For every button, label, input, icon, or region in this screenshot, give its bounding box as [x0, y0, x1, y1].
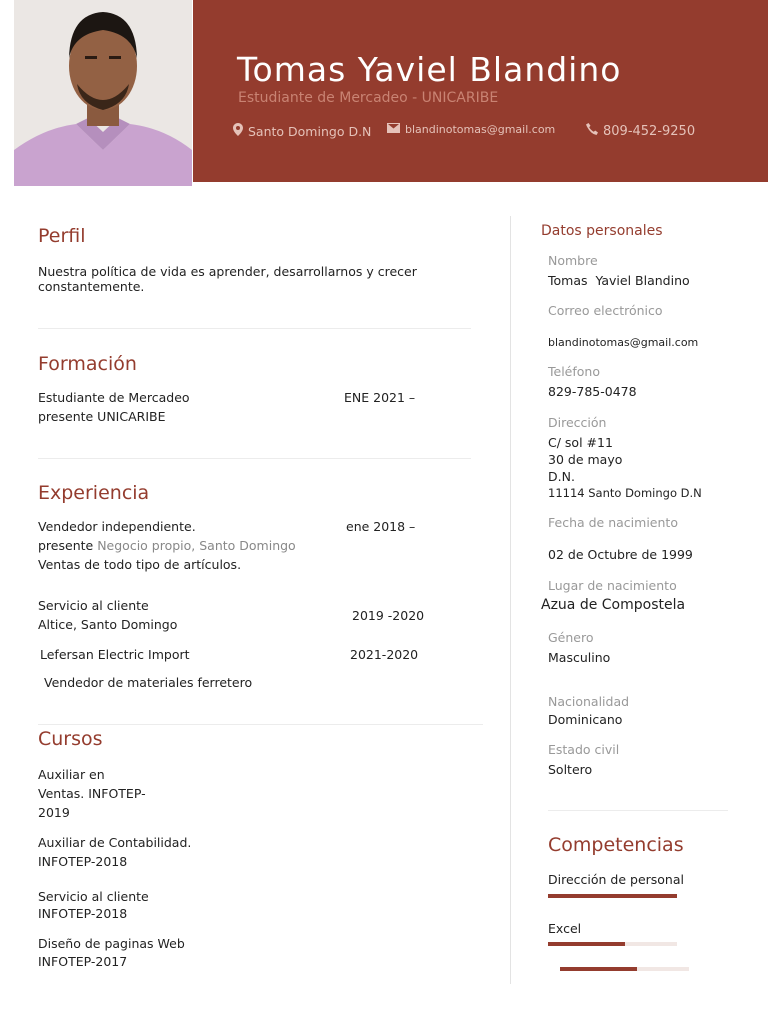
competencias-title: Competencias — [548, 834, 684, 856]
experiencia-title: Experiencia — [38, 482, 150, 504]
curso-item — [38, 833, 191, 871]
formacion-date: ENE 2021 – — [344, 390, 416, 405]
direccion-value — [548, 434, 702, 502]
job2-title: Servicio al cliente — [38, 598, 149, 613]
job1-title: Vendedor independiente. — [38, 519, 196, 534]
nombre-value: Tomas Yaviel Blandino — [548, 273, 690, 288]
skill-bar-fill — [560, 967, 637, 971]
lugar-label: Lugar de nacimiento — [548, 578, 677, 593]
header-email[interactable] — [387, 123, 555, 136]
perfil-text: Nuestra política de vida es aprender, desarrollarnos y crecer constantemente. — [38, 264, 417, 294]
header-phone — [586, 123, 695, 139]
telefono-label: Teléfono — [548, 364, 600, 379]
lugar-value: Azua de Compostela — [541, 597, 686, 613]
candidate-subtitle: Estudiante de Mercadeo - UNICARIBE — [238, 90, 499, 102]
formacion-line2: presente UNICARIBE — [38, 409, 166, 424]
nacimiento-value: 02 de Octubre de 1999 — [548, 547, 693, 562]
direccion-line: D.N. — [548, 469, 575, 484]
skill-bar — [548, 894, 677, 898]
correo-value[interactable]: blandinotomas@gmail.com — [548, 336, 699, 349]
nacionalidad-label: Nacionalidad — [548, 694, 630, 709]
job3-description: Vendedor de materiales ferretero — [44, 675, 253, 690]
curso-line: 2019 — [38, 805, 70, 820]
sidebar-divider — [548, 810, 728, 811]
skill-bar-fill — [548, 942, 625, 946]
curso-line: Auxiliar de Contabilidad. — [38, 835, 192, 850]
cursos-title: Cursos — [38, 728, 103, 750]
header-phone-text: 809-452-9250 — [603, 123, 696, 139]
curso-line: Diseño de paginas Web — [38, 936, 185, 951]
curso-line: Ventas. INFOTEP- — [38, 786, 146, 801]
curso-line: INFOTEP-2018 — [38, 906, 128, 921]
estado-label: Estado civil — [548, 742, 620, 757]
job2-date: 2019 -2020 — [352, 608, 425, 623]
formacion-line1: Estudiante de Mercadeo — [38, 390, 190, 405]
skill-bar — [560, 967, 689, 971]
nacimiento-label: Fecha de nacimiento — [548, 515, 678, 530]
job1-company: Negocio propio, Santo Domingo — [97, 538, 296, 553]
column-separator — [510, 216, 511, 984]
phone-icon — [586, 123, 598, 139]
telefono-value: 829-785-0478 — [548, 384, 637, 399]
skill-bar — [548, 942, 677, 946]
skill-bar-fill — [548, 894, 677, 898]
curso-item — [38, 765, 146, 822]
genero-value: Masculino — [548, 650, 611, 665]
section-divider — [38, 458, 471, 459]
job3-date: 2021-2020 — [350, 647, 419, 662]
skill-name: Dirección de personal — [548, 872, 684, 887]
section-divider — [38, 328, 471, 329]
candidate-name: Tomas Yaviel Blandino — [237, 50, 622, 89]
curso-line: Servicio al cliente — [38, 889, 149, 904]
job1-date: ene 2018 – — [346, 519, 416, 534]
job1-present-line — [38, 536, 296, 555]
header-location-text: Santo Domingo D.N — [248, 123, 372, 139]
datos-title: Datos personales — [541, 223, 663, 239]
profile-photo — [14, 0, 192, 186]
correo-label: Correo electrónico — [548, 303, 663, 318]
nombre-label: Nombre — [548, 253, 598, 268]
curso-item — [38, 935, 185, 971]
direccion-line: 30 de mayo — [548, 452, 623, 467]
curso-item — [38, 888, 149, 922]
job1-description: Ventas de todo tipo de artículos. — [38, 557, 242, 572]
job2-company: Altice, Santo Domingo — [38, 617, 178, 632]
header-email-text[interactable]: blandinotomas@gmail.com — [405, 123, 556, 136]
formacion-title: Formación — [38, 353, 137, 375]
perfil-title: Perfil — [38, 225, 86, 247]
curso-line: Auxiliar en — [38, 767, 105, 782]
header-location — [233, 123, 371, 139]
direccion-label: Dirección — [548, 415, 607, 430]
skill-name: Excel — [548, 921, 582, 936]
nacionalidad-value: Dominicano — [548, 712, 623, 727]
estado-value: Soltero — [548, 762, 593, 777]
job1-present: presente — [38, 538, 94, 553]
direccion-line: C/ sol #11 — [548, 435, 613, 450]
direccion-line: 11114 Santo Domingo D.N — [548, 486, 702, 500]
curso-line: INFOTEP-2018 — [38, 854, 128, 869]
section-divider — [38, 724, 483, 725]
job3-title: Lefersan Electric Import — [40, 647, 190, 662]
curso-line: INFOTEP-2017 — [38, 954, 128, 969]
location-pin-icon — [233, 123, 243, 139]
envelope-icon — [387, 123, 400, 136]
genero-label: Género — [548, 630, 594, 645]
